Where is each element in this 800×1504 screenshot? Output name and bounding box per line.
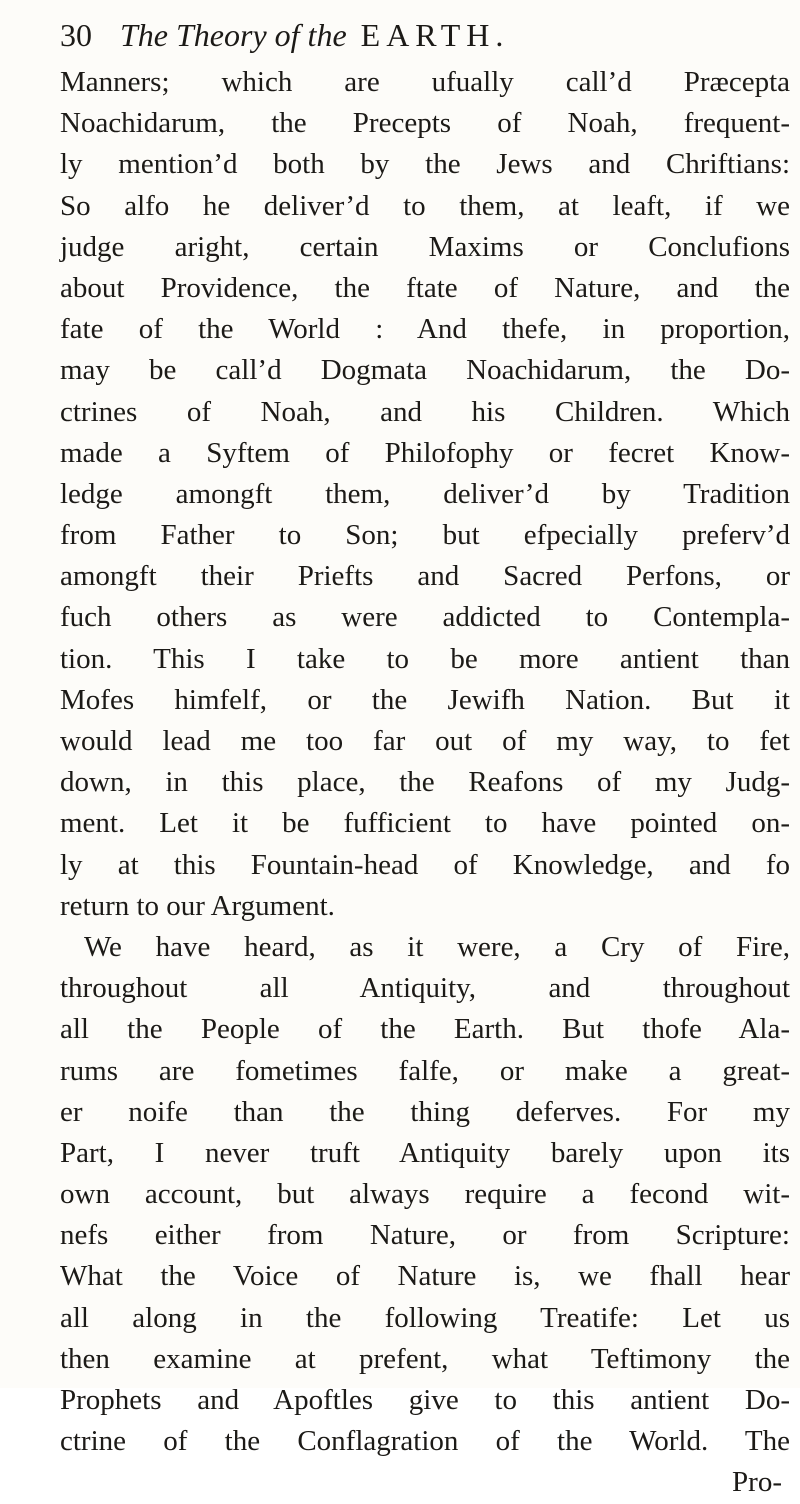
running-title-earth: EARTH. <box>360 17 510 53</box>
catchword: Pro- <box>732 1466 782 1499</box>
text-line: about Providence, the ftate of Nature, and the <box>60 271 790 304</box>
text-line: Part, I never truft Antiquity barely upon its <box>60 1136 790 1169</box>
text-line: So alfo he deliver’d to them, at leaft, if we <box>60 189 790 222</box>
text-line: amongft their Priefts and Sacred Perfons, or <box>60 560 790 593</box>
text-line: return to our Argument. <box>60 889 335 922</box>
text-line: all the People of the Earth. But thofe Ala- <box>60 1013 790 1046</box>
text-line: all along in the following Treatife: Let us <box>60 1301 790 1334</box>
text-line: ment. Let it be fufficient to have pointed on- <box>60 807 790 840</box>
text-line: judge aright, certain Maxims or Conclufions <box>60 230 790 263</box>
text-line: ctrine of the Conflagration of the World. The <box>60 1425 790 1458</box>
text-line: fuch others as were addicted to Contempla- <box>60 601 790 634</box>
text-line: We have heard, as it were, a Cry of Fire, <box>84 930 790 963</box>
text-line: Noachidarum, the Precepts of Noah, frequent- <box>60 107 790 140</box>
text-line: tion. This I take to be more antient than <box>60 642 790 675</box>
text-line: rums are fometimes falfe, or make a great- <box>60 1054 790 1087</box>
text-line: nefs either from Nature, or from Scripture: <box>60 1219 790 1252</box>
text-line: made a Syftem of Philofophy or fecret Know- <box>60 436 790 469</box>
text-line: fate of the World : And thefe, in proportion, <box>60 313 790 346</box>
text-line: What the Voice of Nature is, we fhall hear <box>60 1260 790 1293</box>
text-line: then examine at prefent, what Teftimony the <box>60 1342 790 1375</box>
text-line: Prophets and Apoftles give to this antient Do- <box>60 1384 790 1416</box>
running-title: The Theory of the <box>120 17 347 53</box>
text-line: ledge amongft them, deliver’d by Tradition <box>60 477 790 510</box>
text-line: down, in this place, the Reafons of my Judg- <box>60 766 790 799</box>
page-number: 30 <box>60 17 92 53</box>
text-line: own account, but always require a fecond wit- <box>60 1178 790 1211</box>
body-text <box>60 62 790 1504</box>
text-line: ly at this Fountain-head of Knowledge, and fo <box>60 848 790 881</box>
text-line: from Father to Son; but efpecially preferv’d <box>60 519 790 552</box>
text-line: ctrines of Noah, and his Children. Which <box>60 395 790 428</box>
text-line: ly mention’d both by the Jews and Chriftians: <box>60 148 790 181</box>
text-line: throughout all Antiquity, and throughout <box>60 972 790 1005</box>
text-line: Manners; which are ufually call’d Præcepta <box>60 66 790 98</box>
text-line: er noife than the thing deferves. For my <box>60 1095 790 1128</box>
text-line: would lead me too far out of my way, to fet <box>60 725 790 757</box>
running-header <box>60 10 760 60</box>
text-line: Mofes himfelf, or the Jewifh Nation. But it <box>60 683 790 716</box>
text-line: may be call’d Dogmata Noachidarum, the Do- <box>60 354 790 387</box>
